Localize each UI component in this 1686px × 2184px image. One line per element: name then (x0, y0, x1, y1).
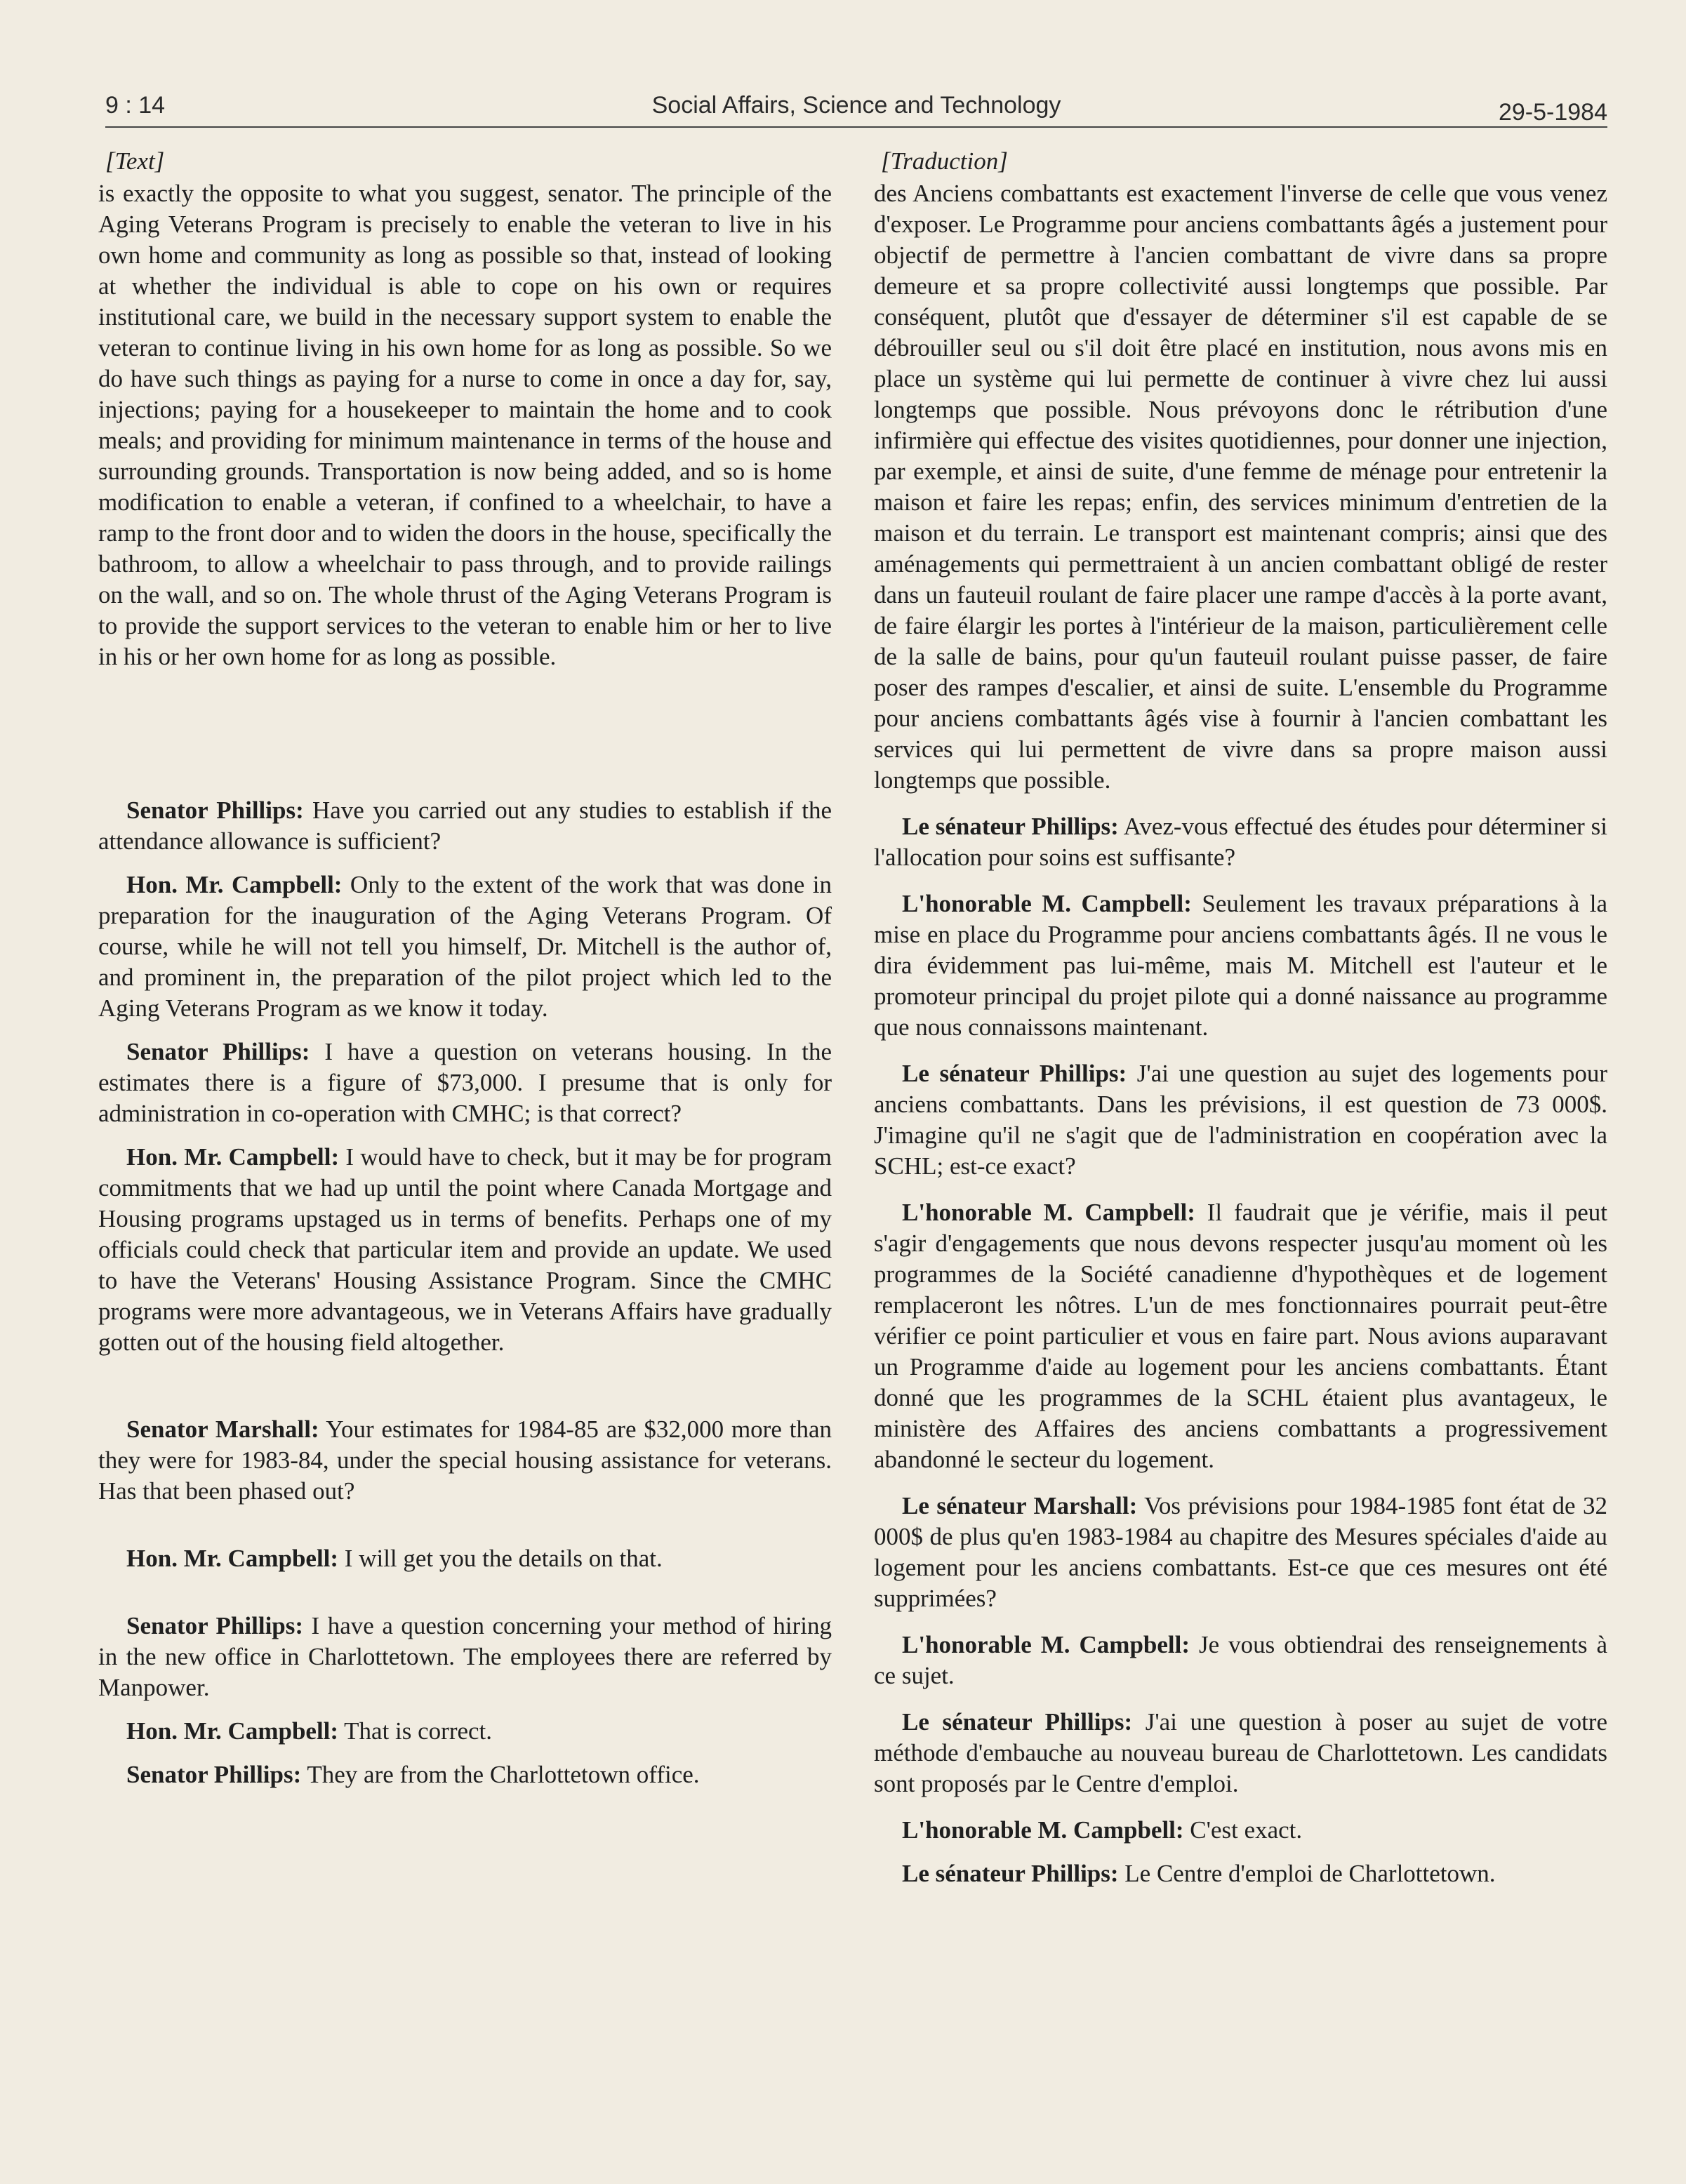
page-header (105, 70, 1607, 128)
speech-text: J'ai une question au sujet des logements pour anciens combattants. Dans les prévisions, il est question de 73 000$. J'imagine qu'il ne s'agit que de l'administration en coopération avec la SCHL; est-ce exact? (874, 1060, 1607, 1180)
speaker-name: Senator Phillips: (126, 1038, 310, 1065)
speaker-name: Le sénateur Phillips: (902, 1860, 1119, 1887)
french-exchange (874, 1058, 1607, 1182)
english-column (98, 146, 832, 1790)
speaker-name: L'honorable M. Campbell: (902, 1816, 1184, 1844)
speech-text: Seulement les travaux préparations à la mise en place du Programme pour anciens combattants âgés. Il ne vous le dira évidemment pas lui-même, mais M. Mitchell est l'auteur et le promoteur principal du projet pilote qui a donné naissance au programme que nous connaissons maintenant. (874, 890, 1607, 1041)
speech-text: Le Centre d'emploi de Charlottetown. (1118, 1860, 1496, 1887)
speaker-name: Le sénateur Marshall: (902, 1492, 1138, 1519)
english-exchange (98, 1543, 832, 1574)
french-exchange (874, 1630, 1607, 1691)
english-column-label: [Text] (105, 147, 165, 175)
french-exchange (874, 1858, 1607, 1889)
french-exchange (874, 1707, 1607, 1799)
speaker-name: Le sénateur Phillips: (902, 813, 1119, 840)
speaker-name: Hon. Mr. Campbell: (126, 1717, 339, 1745)
french-exchange (874, 811, 1607, 873)
speech-text: Vos prévisions pour 1984-1985 font état de 32 000$ de plus qu'en 1983-1984 au chapitre des Mesures spéciales d'aide au logement pour les anciens combattants. Est-ce que ces mesures ont été supprimées? (874, 1492, 1607, 1612)
speaker-name: Senator Phillips: (126, 1761, 302, 1788)
speaker-name: L'honorable M. Campbell: (902, 1631, 1190, 1658)
speaker-name: Le sénateur Phillips: (902, 1708, 1133, 1736)
speech-text: Your estimates for 1984-85 are $32,000 more than they were for 1983-84, under the special housing assistance for veterans. Has that been phased out? (98, 1416, 832, 1505)
english-exchange (98, 1414, 832, 1507)
speech-text: That is correct. (338, 1717, 493, 1745)
french-exchange (874, 1815, 1607, 1846)
english-opening-paragraph: is exactly the opposite to what you suggest, senator. The principle of the Aging Veterans Program is precisely to enable the veteran to live in his own home and community as long as possible so that, instead of looking at whether the individual is able to cope on his own or requires institutional care, we build in the necessary support system to enable the veteran to continue living in his own home for as long as possible. So we do have such things as paying for a nurse to come in once a day for, say, injections; paying for a housekeeper to maintain the home and to cook meals; and providing for minimum maintenance in terms of the house and surrounding grounds. Transportation is now being added, and so is home modification to enable a veteran, if confined to a wheelchair, to have a ramp to the front door and to widen the doors in the house, specifically the bathroom, to allow a wheelchair to pass through, and to provide railings on the wall, and so on. The whole thrust of the Aging Veterans Program is to provide the support services to the veteran to enable him or her to live in his or her own home for as long as possible. (98, 180, 832, 670)
speech-text: Have you carried out any studies to establish if the attendance allowance is sufficient? (98, 797, 832, 855)
speech-text: I have a question concerning your method of hiring in the new office in Charlottetown. The employees there are referred by Manpower. (98, 1612, 832, 1701)
speaker-name: Senator Marshall: (126, 1416, 319, 1443)
speech-text: Only to the extent of the work that was done in preparation for the inauguration of the Aging Veterans Program. Of course, while he will not tell you himself, Dr. Mitchell is the author of, and prominent in, the preparation of the pilot project which led to the Aging Veterans Program as we know it today. (98, 871, 832, 1022)
english-exchange (98, 870, 832, 1024)
french-opening-paragraph: des Anciens combattants est exactement l'inverse de celle que vous venez d'exposer. Le Programme pour anciens combattants âgés a justement pour objectif de permettre à l'ancien combattant de vivre dans sa propre demeure et sa propre collectivité aussi longtemps que possible. Par conséquent, plutôt que d'essayer de déterminer s'il est capable de se débrouiller seul ou s'il doit être placé en institution, nous avons mis en place un système qui lui permette de continuer à vivre chez lui aussi longtemps que possible. Nous prévoyons donc le rétribution d'une infirmière qui effectue des visites quotidiennes, pour donner une injection, par exemple, et ainsi de suite, d'une femme de ménage pour entretenir la maison et faire les repas; enfin, des services minimum d'entretien de la maison et du terrain. Le transport est maintenant compris; ainsi que des aménagements qui permettraient à un ancien combattant obligé de rester dans un fauteuil roulant de faire placer une rampe d'accès à la porte avant, de faire élargir les portes à l'intérieur de la maison, particulièrement celle de la salle de bains, pour qu'un fauteuil roulant puisse passer, de faire poser des rampes d'escalier, et ainsi de suite. L'ensemble du Programme pour anciens combattants âgés vise à fournir à l'ancien combattant les services qui lui permettent de vivre dans sa propre maison aussi longtemps que possible. (874, 180, 1607, 794)
speech-text: Il faudrait que je vérifie, mais il peut s'agir d'engagements que nous devons respecter jusqu'au moment où les programmes de la Société canadienne d'hypothèques et de logement remplaceront les nôtres. L'un de mes fonctionnaires pourrait peut-être vérifier ce point particulier et vous en faire part. Nous avions auparavant un Programme d'aide au logement pour les anciens combattants. Étant donné que les programmes de la SCHL étaient plus avantageux, le ministère des Affaires des anciens combattants a progressivement abandonné le secteur du logement. (874, 1199, 1607, 1473)
french-exchange (874, 1197, 1607, 1475)
speaker-name: L'honorable M. Campbell: (902, 890, 1192, 917)
speaker-name: Hon. Mr. Campbell: (126, 1143, 340, 1171)
english-exchange (98, 1142, 832, 1358)
speech-text: I will get you the details on that. (338, 1545, 663, 1572)
speech-text: C'est exact. (1183, 1816, 1303, 1844)
speech-text: I have a question on veterans housing. In the estimates there is a figure of $73,000. I presume that is only for administration in co-operation with CMHC; is that correct? (98, 1038, 832, 1127)
page-date: 29-5-1984 (1498, 99, 1607, 126)
french-exchange (874, 1491, 1607, 1614)
speech-text: They are from the Charlottetown office. (301, 1761, 700, 1788)
speaker-name: L'honorable M. Campbell: (902, 1199, 1195, 1226)
speaker-name: Senator Phillips: (126, 1612, 304, 1639)
speech-text: Je vous obtiendrai des renseignements à ce sujet. (874, 1631, 1607, 1689)
english-exchange (98, 795, 832, 857)
english-exchange (98, 1716, 832, 1747)
french-exchange (874, 888, 1607, 1043)
speech-text: I would have to check, but it may be for program commitments that we had up until the point where Canada Mortgage and Housing programs upstaged us in terms of benefits. Perhaps one of my officials could check that particular item and provide an update. We used to have the Veterans' Housing Assistance Program. Since the CMHC programs were more advantageous, we in Veterans Affairs have gradually gotten out of the housing field altogether. (98, 1143, 832, 1356)
speech-text: Avez-vous effectué des études pour déterminer si l'allocation pour soins est suffisante? (874, 813, 1607, 871)
running-title: Social Affairs, Science and Technology (651, 92, 1061, 119)
french-column (874, 146, 1607, 1889)
speaker-name: Hon. Mr. Campbell: (126, 871, 343, 898)
english-exchange (98, 1611, 832, 1703)
speech-text: J'ai une question à poser au sujet de votre méthode d'embauche au nouveau bureau de Charlottetown. Les candidats sont proposés par le Centre d'emploi. (874, 1708, 1607, 1797)
page-number: 9 : 14 (105, 92, 166, 119)
speaker-name: Le sénateur Phillips: (902, 1060, 1127, 1087)
french-column-label: [Traduction] (881, 147, 1008, 175)
speaker-name: Senator Phillips: (126, 797, 304, 824)
english-exchange (98, 1759, 832, 1790)
english-exchange (98, 1037, 832, 1129)
speaker-name: Hon. Mr. Campbell: (126, 1545, 339, 1572)
